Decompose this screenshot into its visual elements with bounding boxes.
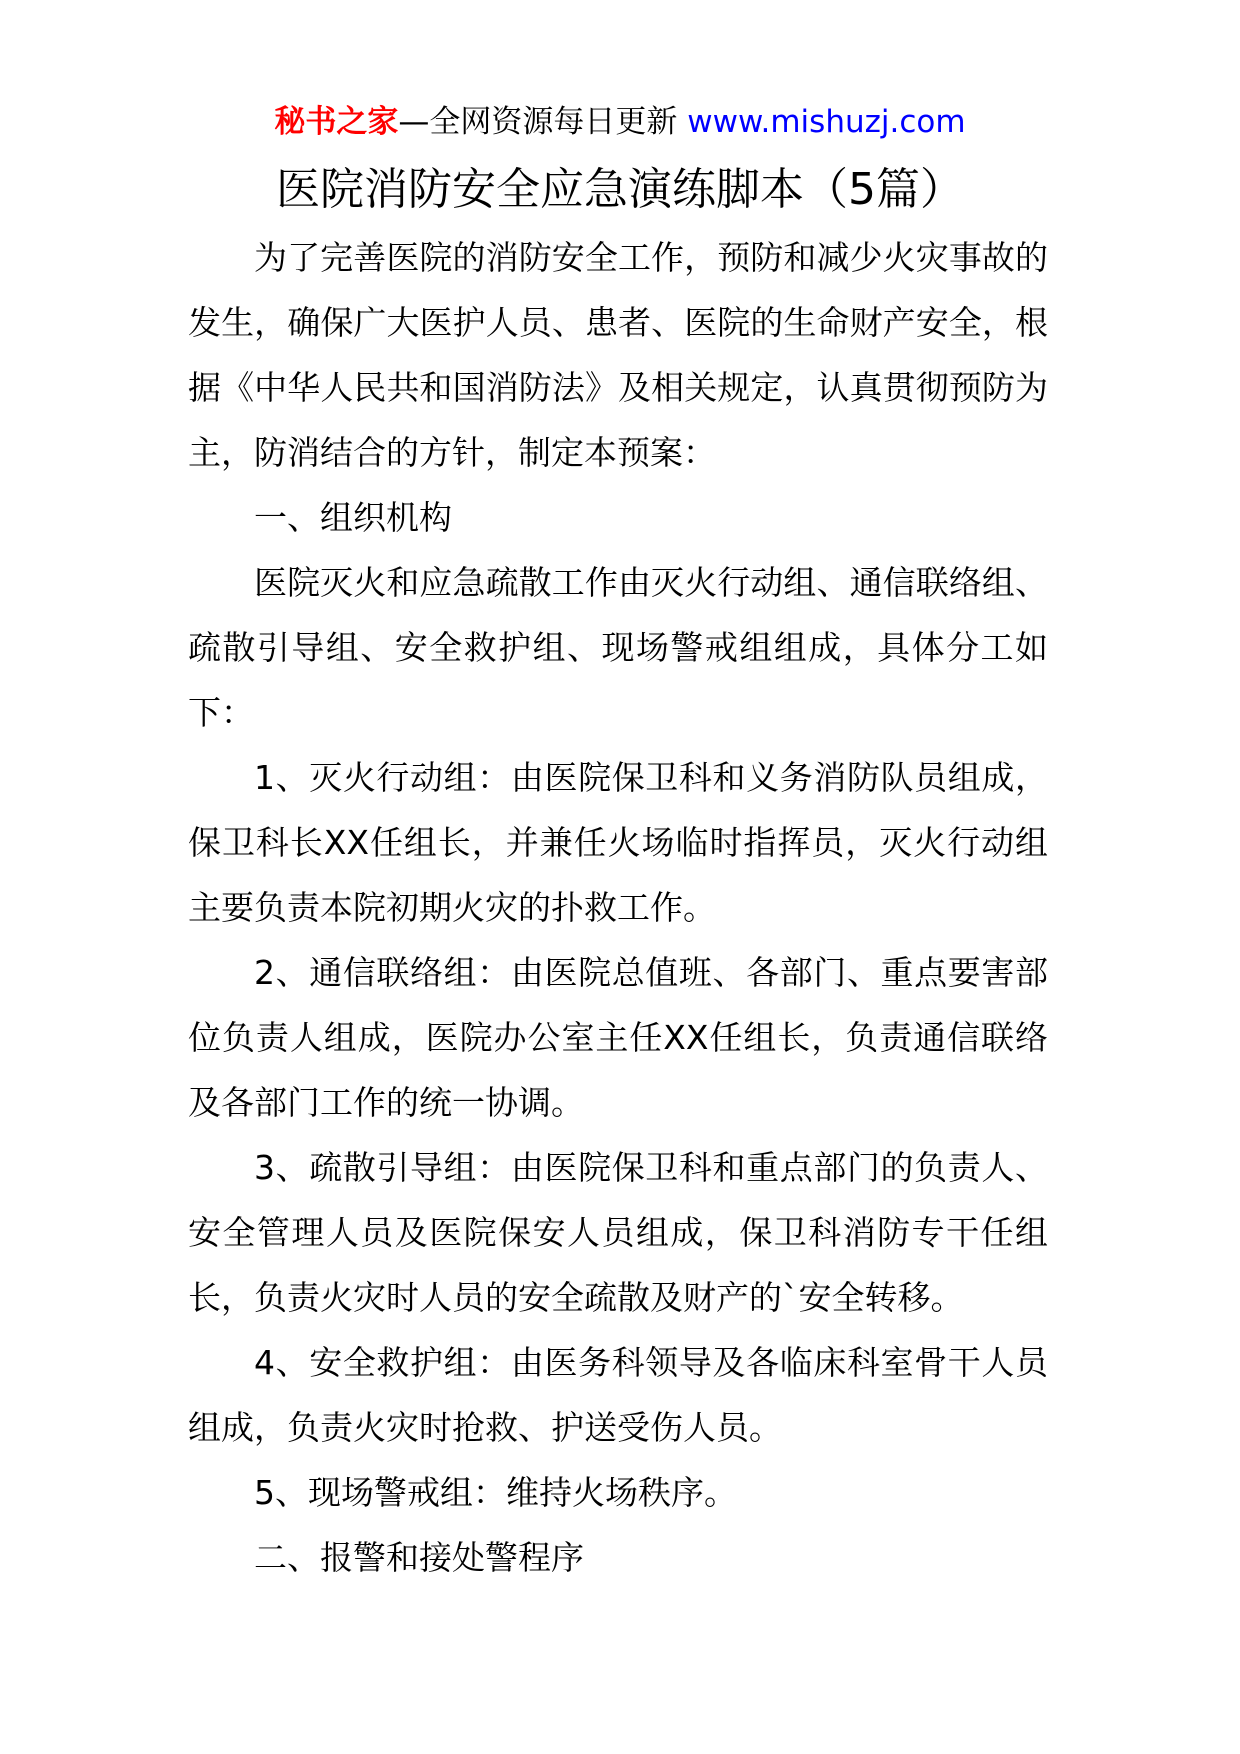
site-tagline: —全网资源每日更新 — [398, 104, 688, 140]
list-item-guard-group: 5、现场警戒组：维持火场秩序。 — [254, 1473, 737, 1512]
document-body — [188, 225, 1048, 1590]
section-heading-organization: 一、组织机构 — [254, 498, 452, 537]
document-title: 医院消防安全应急演练脚本（5篇） — [276, 164, 964, 215]
list-item-rescue-group: 4、安全救护组：由医务科领导及各临床科室骨干人员组成，负责火灾时抢救、护送受伤人员。 — [188, 1343, 1048, 1447]
paragraph-organization: 医院灭火和应急疏散工作由灭火行动组、通信联络组、疏散引导组、安全救护组、现场警戒组组成，具体分工如下： — [188, 563, 1048, 732]
site-url[interactable]: www.mishuzj.com — [687, 104, 966, 140]
paragraph-intro: 为了完善医院的消防安全工作，预防和减少火灾事故的发生，确保广大医护人员、患者、医院的生命财产安全，根据《中华人民共和国消防法》及相关规定，认真贯彻预防为主，防消结合的方针，制定本预案： — [188, 238, 1048, 472]
list-item-communication-group: 2、通信联络组：由医院总值班、各部门、重点要害部位负责人组成，医院办公室主任XX任组长，负责通信联络及各部门工作的统一协调。 — [188, 953, 1048, 1122]
section-heading-alarm: 二、报警和接处警程序 — [254, 1538, 584, 1577]
list-item-evacuation-group: 3、疏散引导组：由医院保卫科和重点部门的负责人、安全管理人员及医院保安人员组成，保卫科消防专干任组长，负责火灾时人员的安全疏散及财产的`安全转移。 — [188, 1148, 1048, 1317]
site-header — [0, 100, 1240, 144]
list-item-fire-fighting-group: 1、灭火行动组：由医院保卫科和义务消防队员组成，保卫科长XX任组长，并兼任火场临时指挥员，灭火行动组主要负责本院初期火灾的扑救工作。 — [188, 758, 1048, 927]
site-brand: 秘书之家 — [274, 104, 399, 140]
